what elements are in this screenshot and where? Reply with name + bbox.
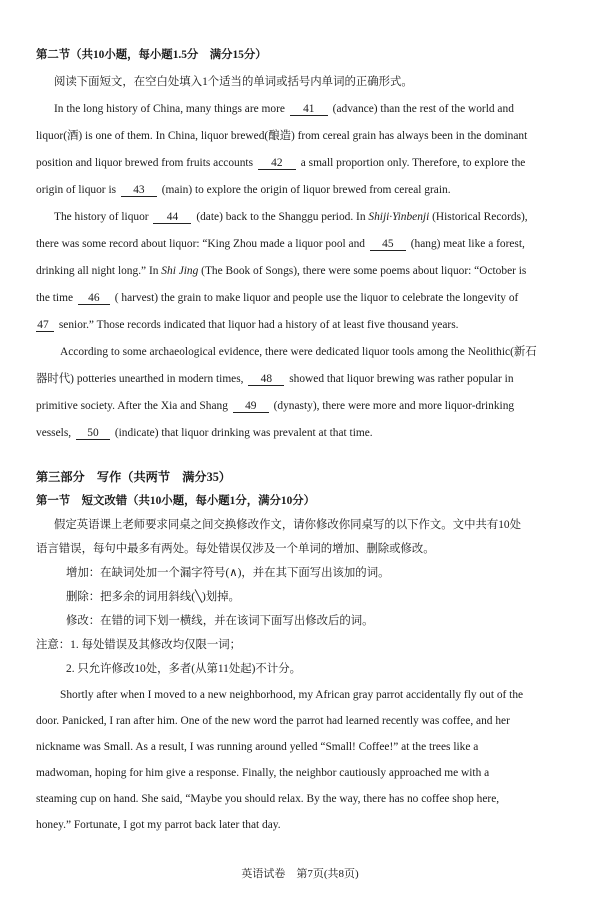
passage-line: [36, 183, 451, 197]
passage-text: drinking all night long.” In: [36, 265, 159, 277]
passage-text: vessels,: [36, 427, 72, 439]
blank-42[interactable]: 42: [258, 157, 296, 170]
passage-text: (Historical Records),: [432, 211, 528, 223]
passage-line: According to some archaeological evidence, there were dedicated liquor tools among the Neolithic(新石: [60, 346, 537, 358]
passage-line: [36, 399, 514, 413]
passage-text: there was some record about liquor: “King Zhou made a liquor pool and: [36, 238, 365, 250]
passage-line: [36, 318, 458, 332]
passage-text: (indicate) that liquor drinking was prevalent at that time.: [114, 427, 373, 439]
rule-modify: 修改：在错的词下划一横线，并在该词下面写出修改后的词。: [66, 615, 374, 627]
passage-text: the time: [36, 292, 74, 304]
passage-text: 器时代) potteries unearthed in modern times,: [36, 373, 244, 385]
passage-text: position and liquor brewed from fruits accounts: [36, 157, 254, 169]
part3-subheading: 第一节 短文改错（共10小题，每小题1分，满分10分）: [36, 495, 316, 507]
passage-text: The history of liquor: [54, 211, 149, 223]
passage-text: showed that liquor brewing was rather popular in: [289, 373, 514, 385]
blank-46[interactable]: 46: [78, 292, 110, 305]
rule-add: 增加：在缺词处加一个漏字符号(∧)，并在其下面写出该加的词。: [66, 567, 390, 579]
passage-text: (The Book of Songs), there were some poems about liquor: “October is: [201, 265, 527, 277]
passage-line: [36, 156, 525, 170]
passage-text: (dynasty), there were more and more liquor-drinking: [273, 400, 515, 412]
rule-delete: 删除：把多余的词用斜线(╲)划掉。: [66, 591, 240, 603]
essay-line: honey.” Fortunate, I got my parrot back later that day.: [36, 819, 281, 831]
essay-line: door. Panicked, I ran after him. One of the new word the parrot had learned recently was coffee, and her: [36, 715, 510, 727]
essay-line: steaming cup on hand. She said, “Maybe you should relax. By the way, there has no coffee shop here,: [36, 793, 500, 805]
passage-text: (date) back to the Shanggu period. In: [196, 211, 366, 223]
passage-text: (hang) meat like a forest,: [410, 238, 525, 250]
passage-text: In the long history of China, many things are more: [54, 103, 285, 115]
essay-line: nickname was Small. As a result, I was running around yelled “Small! Coffee!” at the trees like a: [36, 741, 479, 753]
blank-45[interactable]: 45: [370, 238, 406, 251]
passage-text: a small proportion only. Therefore, to explore the: [300, 157, 526, 169]
section2-instruction: 阅读下面短文，在空白处填入1个适当的单词或括号内单词的正确形式。: [54, 76, 413, 88]
passage-line: [54, 102, 514, 116]
passage-line: [54, 210, 528, 224]
passage-title-italic: Shi Jing: [161, 265, 199, 277]
part3-intro: 语言错误，每句中最多有两处。每处错误仅涉及一个单词的增加、删除或修改。: [36, 543, 435, 555]
note-1: 注意：1. 每处错误及其修改均仅限一词；: [36, 639, 242, 651]
blank-47[interactable]: 47: [36, 319, 54, 332]
essay-line: madwoman, hoping for him give a response. Finally, the neighbor cautiously approached me with a: [36, 767, 490, 779]
blank-50[interactable]: 50: [76, 427, 110, 440]
passage-line: liquor(酒) is one of them. In China, liquor brewed(酿造) from cereal grain has always been in the dominant: [36, 130, 528, 142]
passage-line: [36, 264, 526, 278]
essay-line: Shortly after when I moved to a new neighborhood, my African gray parrot accidentally fly out of the: [60, 689, 524, 701]
passage-line: [36, 237, 525, 251]
passage-title-italic: Shiji·Yinbenji: [368, 211, 430, 223]
note-2: 2. 只允许修改10处，多者(从第11处起)不计分。: [66, 663, 301, 675]
passage-text: (main) to explore the origin of liquor brewed from cereal grain.: [161, 184, 451, 196]
passage-text: senior.” Those records indicated that liquor had a history of at least five thousand years.: [58, 319, 459, 331]
blank-41[interactable]: 41: [290, 103, 328, 116]
blank-43[interactable]: 43: [121, 184, 157, 197]
passage-text: primitive society. After the Xia and Shang: [36, 400, 228, 412]
blank-48[interactable]: 48: [248, 373, 284, 386]
passage-line: [36, 291, 518, 305]
passage-text: (advance) than the rest of the world and: [332, 103, 514, 115]
blank-44[interactable]: 44: [153, 211, 191, 224]
page-footer: 英语试卷 第7页(共8页): [241, 868, 359, 880]
passage-text: ( harvest) the grain to make liquor and people use the liquor to celebrate the longevity of: [114, 292, 519, 304]
blank-49[interactable]: 49: [233, 400, 269, 413]
section2-heading: 第二节（共10小题，每小题1.5分 满分15分）: [36, 49, 267, 61]
part3-intro: 假定英语课上老师要求同桌之间交换修改作文，请你修改你同桌写的以下作文。文中共有10处: [54, 519, 522, 531]
passage-line: [36, 426, 373, 440]
passage-text: origin of liquor is: [36, 184, 117, 196]
part3-heading: 第三部分 写作（共两节 满分35）: [36, 470, 231, 484]
passage-line: [36, 372, 514, 386]
